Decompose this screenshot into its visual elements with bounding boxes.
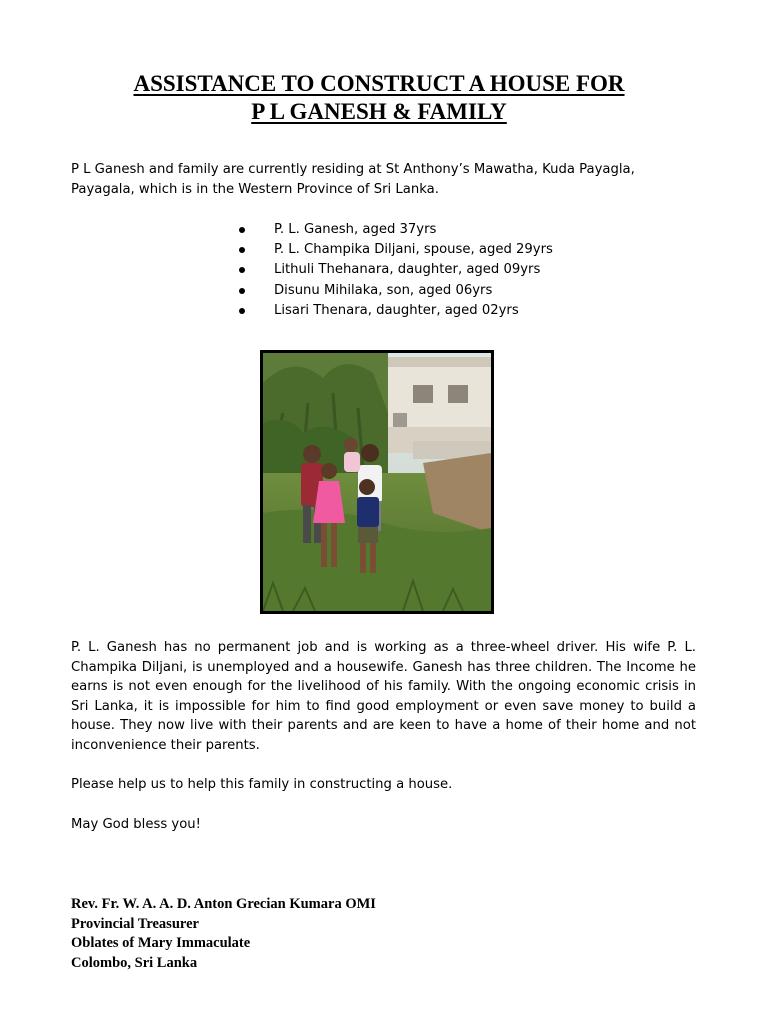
family-members-list [236, 220, 553, 321]
list-item: Lithuli Thehanara, daughter, aged 09yrs [236, 260, 553, 280]
list-item: P. L. Champika Diljani, spouse, aged 29yrs [236, 240, 553, 260]
family-photo [260, 350, 494, 614]
title-line-2: P L GANESH & FAMILY [251, 99, 507, 124]
signatory-name: Rev. Fr. W. A. A. D. Anton Grecian Kumara OMI [71, 896, 376, 912]
title-line-1: ASSISTANCE TO CONSTRUCT A HOUSE FOR [133, 71, 625, 96]
intro-paragraph: P L Ganesh and family are currently residing at St Anthony’s Mawatha, Kuda Payagla, Payagala, which is in the Western Province of Sri Lanka. [71, 162, 635, 197]
signatory-location: Colombo, Sri Lanka [71, 954, 198, 971]
document-title [0, 70, 758, 126]
list-item: P. L. Ganesh, aged 37yrs [236, 220, 553, 240]
signature-block [71, 895, 376, 973]
appeal-paragraph: Please help us to help this family in constructing a house. [71, 777, 453, 792]
list-item: Disunu Mihilaka, son, aged 06yrs [236, 281, 553, 301]
signatory-position: Provincial Treasurer [71, 915, 199, 932]
signatory-organization: Oblates of Mary Immaculate [71, 935, 251, 951]
blessing-line: May God bless you! [71, 817, 201, 832]
list-item: Lisari Thenara, daughter, aged 02yrs [236, 301, 553, 321]
situation-paragraph: P. L. Ganesh has no permanent job and is working as a three-wheel driver. His wife P. L. Champika Diljani, is unemployed and a housewife. Ganesh has three children. The Income he earns is not even enough for the livelihood of his family. With the ongoing economic crisis in Sri Lanka, it is impossible for him to find good employment or even save money to build a house. They now live with their parents and are keen to have a home of their home and not inconvenience their parents. [71, 640, 696, 753]
